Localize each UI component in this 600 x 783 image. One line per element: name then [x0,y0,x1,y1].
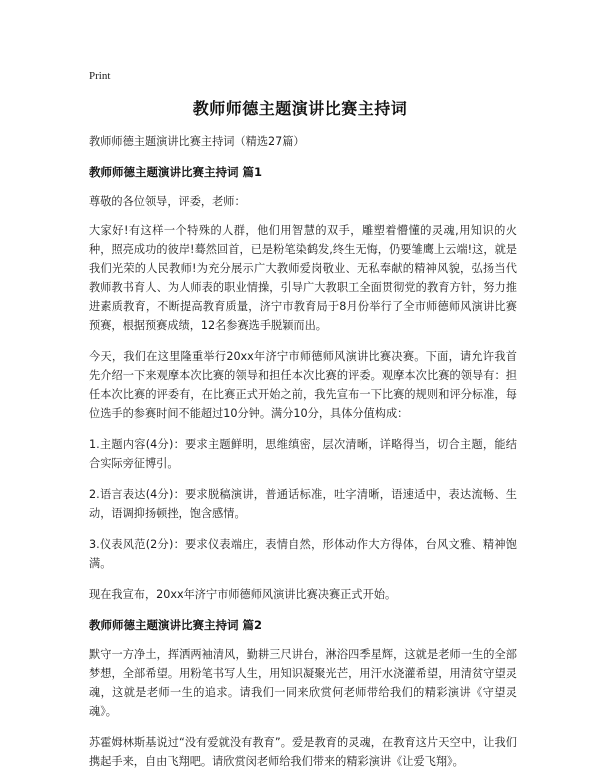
paragraph: 3.仪表风范(2分)：要求仪表端庄，表情自然，形体动作大方得体，台风文雅、精神饱满。 [89,538,517,570]
paragraph: 默守一方净土，挥洒两袖清风，勤耕三尺讲台，淋浴四季星辉，这就是老师一生的全部梦想，全部希望。用粉笔书写人生，用知识凝聚光芒，用汗水浇灌希望，用清贫守望灵魂，这就是老师一生的追求。请我们一同来欣赏何老师带给我们的精彩演讲《守望灵魂》。 [89,648,517,718]
paragraph: 大家好!有这样一个特殊的人群，他们用智慧的双手，雕塑着懵懂的灵魂,用知识的火种，照亮成功的彼岸!蓦然回首，已是粉笔染鹤发,终生无悔，仍要雏鹰上云端!这，就是我们光荣的人民教师!为充分展示广大教师爱岗敬业、无私奉献的精神风貌，弘扬当代教师教书育人、为人师表的职业情操，引导广大教职工全面贯彻党的教育方针，努力推进素质教育，不断提高教育质量，济宁市教育局于8月份举行了全市师德师风演讲比赛预赛，根据预赛成绩，12名参赛选手脱颖而出。 [89,224,517,332]
document-body [89,132,517,783]
section-heading: 教师师德主题演讲比赛主持词 篇1 [89,165,263,179]
section-1 [89,163,517,604]
paragraph: 1.主题内容(4分)：要求主题鲜明，思维缜密，层次清晰，详略得当，切合主题，能结合实际旁征博引。 [89,438,517,470]
paragraph: 2.语言表达(4分)：要求脱稿演讲，普通话标准，吐字清晰，语速适中，表达流畅、生动，语调抑扬顿挫，饱含感情。 [89,488,517,520]
paragraph: 苏霍姆林斯基说过“没有爱就没有教育”。爱是教育的灵魂，在教育这片天空中，让我们携起手来，自由飞翔吧。请欣赏闵老师给我们带来的精彩演讲《让爱飞翔》。 [89,736,517,768]
section-2 [89,616,517,771]
document-subtitle: 教师师德主题演讲比赛主持词（精选27篇） [89,135,305,148]
paragraph: 今天，我们在这里隆重举行20xx年济宁市师德师风演讲比赛决赛。下面，请允许我首先介绍一下来观摩本次比赛的领导和担任本次比赛的评委。观摩本次比赛的领导有：担任本次比赛的评委有，在比赛正式开始之前，我先宣布一下比赛的规则和评分标准，每位选手的参赛时间不能超过10分钟。满分10分，具体分值构成： [89,350,517,420]
paragraph: 尊敬的各位领导，评委，老师： [89,195,246,208]
print-label: Print [89,70,111,82]
section-heading: 教师师德主题演讲比赛主持词 篇2 [89,618,263,632]
document-title: 教师师德主题演讲比赛主持词 [192,99,408,118]
paragraph: 现在我宣布，20xx年济宁市师德师风演讲比赛决赛正式开始。 [89,588,397,601]
